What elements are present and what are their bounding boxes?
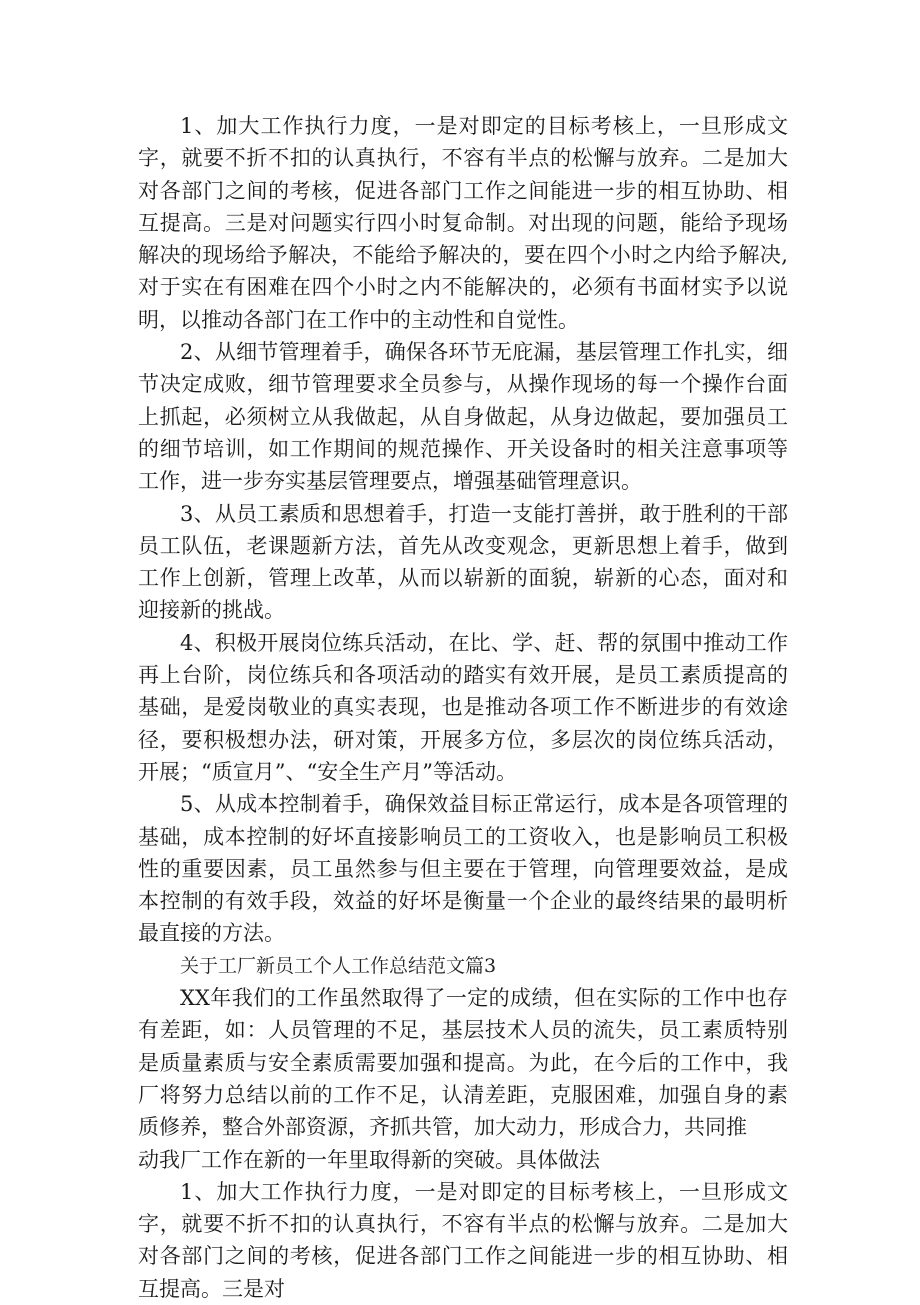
section-title: 关于工厂新员工个人工作总结范文篇3 (180, 954, 497, 977)
paragraph-item-5: 5、从成本控制着手，确保效益目标正常运行，成本是各项管理的基础，成本控制的好坏直接影响员工的工资收入，也是影响员工积极性的重要因素，员工虽然参与但主要在于管理，向管理要效益，是成本控制的有效手段，效益的好坏是衡量一个企业的最终结果的最明析最直接的方法。 (138, 792, 788, 946)
paragraph-item-1: 1、加大工作执行力度，一是对即定的目标考核上，一旦形成文字，就要不折不扣的认真执行，不容有半点的松懈与放弃。二是加大对各部门之间的考核，促进各部门工作之间能进一步的相互协助、相互提高。三是对问题实行四小时复命制。对出现的问题，能给予现场解决的现场给予解决，不能给予解决的，要在四个小时之内给予解决,对于实在有困难在四个小时之内不能解决的，必须有书面材实予以说明，以推动各部门在工作中的主动性和自觉性。 (138, 114, 788, 332)
paragraph-item-3: 3、从员工素质和思想着手，打造一支能打善拼，敢于胜利的干部员工队伍，老课题新方法，首先从改变观念，更新思想上着手，做到工作上创新，管理上改革，从而以崭新的面貌，崭新的心态，面对和迎接新的挑战。 (138, 501, 788, 623)
section-intro-continuation: 动我厂工作在新的一年里取得新的突破。具体做法 (138, 1147, 600, 1172)
paragraph-item-2: 2、从细节管理着手，确保各环节无庇漏，基层管理工作扎实，细节决定成败，细节管理要求全员参与，从操作现场的每一个操作台面上抓起，必须树立从我做起，从自身做起，从身边做起，要加强员工的细节培训，如工作期间的规范操作、开关设备时的相关注意事项等工作，进一步夯实基层管理要点，增强基础管理意识。 (138, 340, 788, 494)
section-intro: XX年我们的工作虽然取得了一定的成绩，但在实际的工作中也存有差距，如：人员管理的不足，基层技术人员的流失，员工素质特别是质量素质与安全素质需要加强和提高。为此，在今后的工作中，我厂将努力总结以前的工作不足，认清差距，克服困难，加强自身的素质修养，整合外部资源，齐抓共管，加大动力，形成合力，共同推 (138, 986, 788, 1140)
paragraph-item-4: 4、积极开展岗位练兵活动，在比、学、赶、帮的氛围中推动工作再上台阶，岗位练兵和各项活动的踏实有效开展，是员工素质提高的基础，是爱岗敬业的真实表现，也是推动各项工作不断进步的有效途径，要积极想办法，研对策，开展多方位，多层次的岗位练兵活动，开展；“质宣月”、“安全生产月”等活动。 (138, 630, 788, 784)
document-body (138, 110, 788, 1305)
section-item-1: 1、加大工作执行力度，一是对即定的目标考核上，一旦形成文字，就要不折不扣的认真执行，不容有半点的松懈与放弃。二是加大对各部门之间的考核，促进各部门工作之间能进一步的相互协助、相互提高。三是对 (138, 1179, 788, 1301)
